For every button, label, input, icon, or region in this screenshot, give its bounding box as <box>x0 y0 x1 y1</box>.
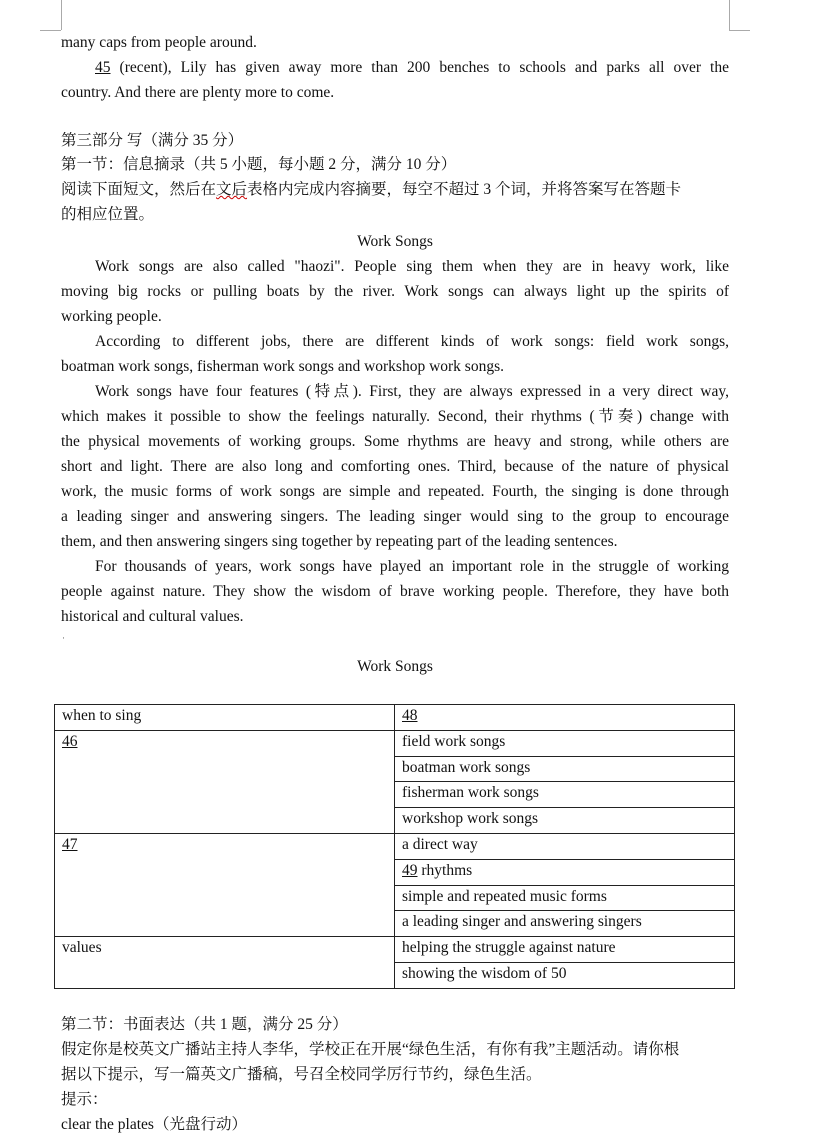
table-cell: helping the struggle against nature <box>395 937 735 963</box>
text: (recent), Lily has given away more than 200 benches to schools and parks all over the <box>110 59 729 76</box>
page-corner-mark-left <box>61 0 62 30</box>
passage-line: a leading singer and answering singers. The leading singer would sing to the group to encourage <box>61 508 729 525</box>
table-row <box>55 730 735 756</box>
table-cell: field work songs <box>395 730 735 756</box>
table-row <box>55 937 735 963</box>
writing-prompt: 假定你是校英文广播站主持人李华，学校正在开展“绿色生活，有你有我”主题活动。请你根 <box>61 1041 680 1058</box>
blank-45: 45 <box>95 59 111 76</box>
passage-line: moving big rocks or pulling boats by the river. Work songs can always light up the spirits of <box>61 283 729 300</box>
text: 阅读下面短文，然后在 <box>61 181 217 198</box>
table-cell: values <box>55 937 395 989</box>
prev-passage-line: country. And there are plenty more to come. <box>61 84 335 101</box>
blank-48: 48 <box>402 707 418 724</box>
part2-heading: 第二节：书面表达（共 1 题，满分 25 分） <box>61 1016 348 1033</box>
table-cell: when to sing <box>55 705 395 731</box>
table-row <box>55 705 735 731</box>
passage-line: short and light. There are also long and comforting ones. Third, because of the nature of physical <box>61 458 729 475</box>
passage-line: According to different jobs, there are different kinds of work songs: field work songs, <box>95 333 729 350</box>
passage-line: the physical movements of working groups. Some rhythms are heavy and strong, while others are <box>61 433 729 450</box>
hint-item: clear the plates（光盘行动） <box>61 1116 247 1133</box>
table-cell <box>55 730 395 833</box>
part1-heading: 第一节：信息摘录（共 5 小题，每小题 2 分，满分 10 分） <box>61 156 457 173</box>
section-heading: 第三部分 写（满分 35 分） <box>61 132 244 149</box>
table-cell: a leading singer and answering singers <box>395 911 735 937</box>
passage-line: them, and then answering singers sing together by repeating part of the leading sentences. <box>61 533 618 550</box>
blank-46: 46 <box>62 732 78 750</box>
passage-title: Work Songs <box>357 233 433 250</box>
page-corner-mark-left-h <box>40 30 61 31</box>
table-cell <box>395 705 735 731</box>
table-cell: fisherman work songs <box>395 782 735 808</box>
table-cell: workshop work songs <box>395 808 735 834</box>
text: rhythms <box>417 861 473 879</box>
instruction: 的相应位置。 <box>61 206 155 223</box>
table-cell <box>55 833 395 936</box>
summary-table <box>54 704 735 989</box>
writing-prompt: 据以下提示，写一篇英文广播稿，号召全校同学厉行节约，绿色生活。 <box>61 1066 542 1083</box>
passage-line: which makes it possible to show the feelings naturally. Second, their rhythms (节奏) change with <box>61 408 729 425</box>
blank-47: 47 <box>62 835 78 853</box>
prev-passage-line: many caps from people around. <box>61 34 257 51</box>
paragraph-mark: · <box>62 633 65 643</box>
hint-label: 提示： <box>61 1091 108 1108</box>
passage-line: For thousands of years, work songs have played an important role in the struggle of working <box>95 558 729 575</box>
table-cell: simple and repeated music forms <box>395 885 735 911</box>
passage-line: working people. <box>61 308 162 325</box>
blank-49: 49 <box>402 861 418 879</box>
table-cell: boatman work songs <box>395 756 735 782</box>
table-row <box>55 833 735 859</box>
instruction <box>61 180 729 200</box>
table-cell: showing the wisdom of 50 <box>395 962 735 988</box>
passage-line: Work songs have four features (特点). First, they are always expressed in a very direct way, <box>95 383 729 400</box>
table-cell: a direct way <box>395 833 735 859</box>
passage-line: work, the music forms of work songs are simple and repeated. Fourth, the singing is done through <box>61 483 729 500</box>
passage-line: people against nature. They show the wisdom of brave working people. Therefore, they have both <box>61 583 729 600</box>
table-cell <box>395 859 735 885</box>
text: 表格内完成内容摘要，每空不超过 3 个词，并将答案写在答题卡 <box>247 181 682 198</box>
table-title: Work Songs <box>357 658 433 675</box>
prev-passage-line <box>95 58 729 78</box>
passage-line: boatman work songs, fisherman work songs and workshop work songs. <box>61 358 504 375</box>
spellcheck-word: 文后 <box>216 181 248 198</box>
passage-line: Work songs are also called "haozi". People sing them when they are in heavy work, like <box>95 258 729 275</box>
page-corner-mark-right <box>729 0 730 30</box>
passage-line: historical and cultural values. <box>61 608 244 625</box>
page-corner-mark-right-h <box>729 30 750 31</box>
